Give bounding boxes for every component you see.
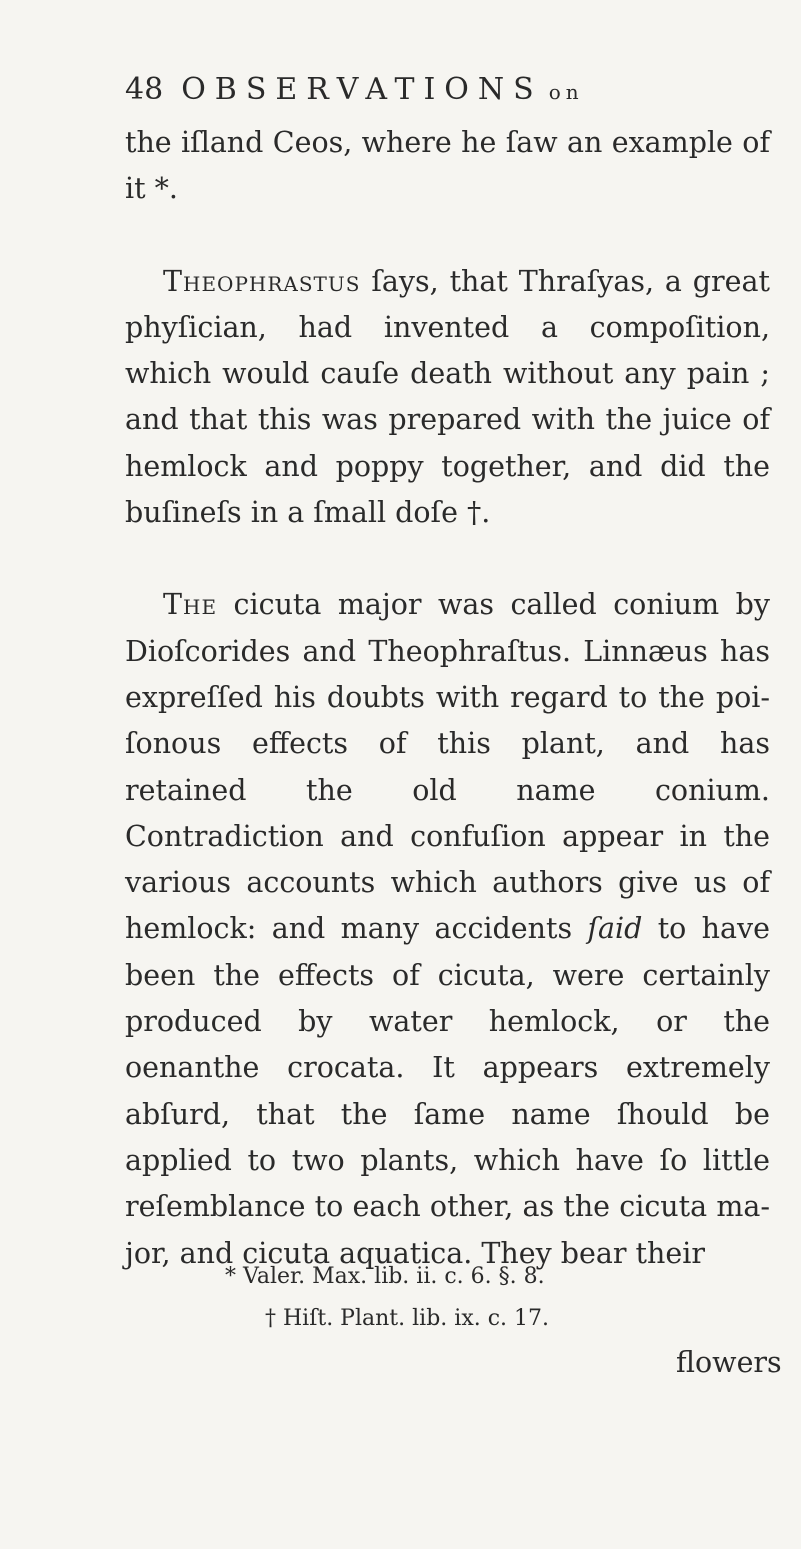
paragraph-cicuta [125, 582, 770, 1276]
paragraph-text: cicuta major was called conium by Dioſcorides and Theophraſtus. Linnæus has expreſſed his doubts with regard to the poiſonous effects of this plant, and has retained the old name conium. Contradiction and confuſion appear in the various accounts which authors give us of hemlock: and many accidents [125, 588, 770, 946]
italic-word: ſaid [587, 912, 643, 946]
footnotes [125, 1256, 770, 1340]
footnote-2: † Hiſt. Plant. lib. ix. c. 17. [265, 1306, 550, 1331]
running-title: OBSERVATIONS [181, 72, 543, 107]
paragraph-continuation: the iſland Ceos, where he ſaw an example of it *. [125, 126, 770, 206]
running-title-suffix: on [548, 80, 584, 104]
page-number: 48 [125, 72, 164, 107]
footnote-1: * Valer. Max. lib. ii. c. 6. §. 8. [225, 1264, 545, 1289]
catchword: flowers [676, 1346, 782, 1379]
paragraph-text: ſays, that Thraſyas, a great phyſician, had invented a compoſition, which would cauſe death without any pain ; and that this was prepared with the juice of hemlock and poppy together, and did the buſineſs in a ſmall doſe †. [125, 264, 770, 530]
body-text [125, 120, 770, 1277]
paragraph-theophrastus [125, 259, 770, 537]
paragraph-text-continued: to have been the effects of cicuta, were certainly produced by water hemlock, or the oenanthe crocata. It appears extremely abſurd, that the ſame name ſhould be applied to two plants, which have ſo little reſemblance to each other, as the cicuta major, and cicuta aquatica. They bear their [125, 912, 770, 1270]
running-header [125, 72, 584, 116]
paragraph-lead-word: Theophrastus [163, 264, 361, 298]
paragraph-lead-word: The [163, 588, 218, 622]
